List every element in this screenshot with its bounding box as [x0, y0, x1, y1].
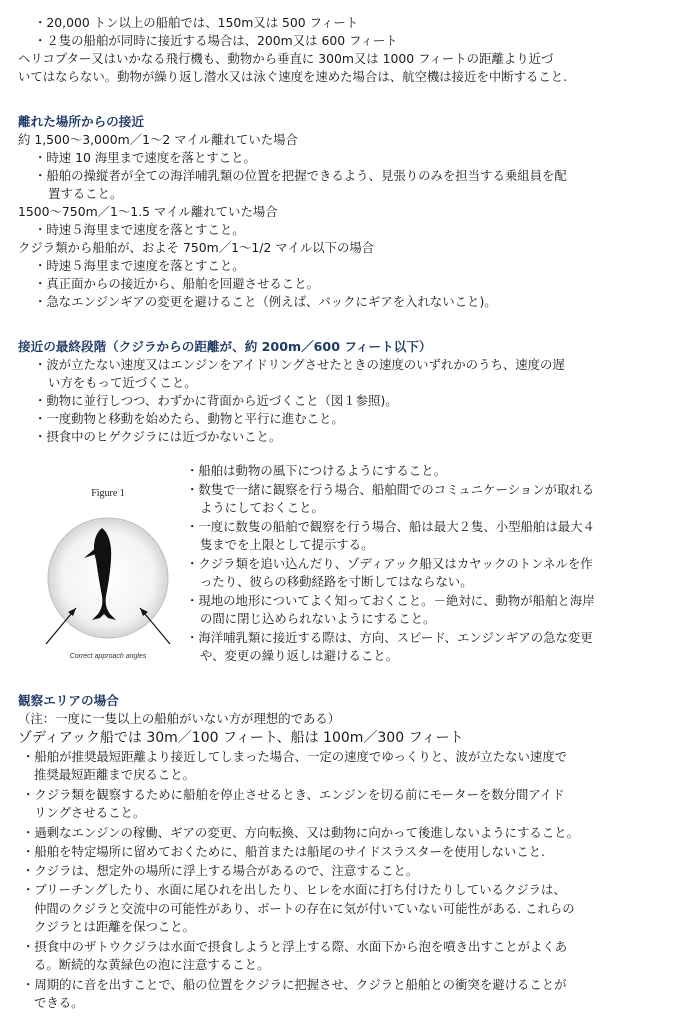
list-item: ・摂食中のザトウクジラは水面で摂食しようと浮上する際、水面下から泡を噴き出すことがよくあ — [22, 939, 568, 954]
list-item: ・急なエンジンギアの変更を避けること（例えば、バックにギアを入れないこと)。 — [34, 294, 497, 309]
section-heading-final-approach: 接近の最終段階（クジラからの距離が、約 200m／600 フィート以下） — [18, 339, 432, 354]
list-item: ・クジラ類を追い込んだり、ゾディアック船又はカヤックのトンネルを作 — [186, 556, 593, 571]
section-heading-far-approach: 離れた場所からの接近 — [18, 114, 144, 129]
list-item-continued: ったり、彼らの移動経路を寸断してはならない。 — [200, 574, 473, 589]
list-item-continued: クジラとは距離を保つこと。 — [34, 919, 196, 934]
list-item-continued: 推奨最短距離まで戻ること。 — [34, 767, 196, 782]
list-item: ・船舶は動物の風下につけるようにすること。 — [186, 463, 446, 478]
list-item: ・船舶の操縦者が全ての海洋哺乳類の位置を把握できるよう、見張りのみを担当する乗組員を配 — [34, 168, 567, 183]
list-item-continued: 隻までを上限として提示する。 — [200, 537, 374, 552]
list-item: ・波が立たない速度又はエンジンをアイドリングさせたときの速度のいずれかのうち、速度の遅 — [34, 357, 565, 372]
section-heading-observation-area: 観察エリアの場合 — [18, 693, 119, 708]
list-item-continued: できる。 — [34, 995, 84, 1010]
helicopter-paragraph-line: いてはならない。動物が繰り返し潜水又は泳ぐ速度を速めた場合は、航空機は接近を中断すること. — [18, 69, 568, 84]
range-label: 1500～750m／1～1.5 マイル離れていた場合 — [18, 204, 278, 219]
figure-caption: Correct approach angles — [69, 653, 147, 660]
list-item: ・現地の地形についてよく知っておくこと。－絶対に、動物が船舶と海岸 — [186, 593, 595, 608]
intro-bullet: ・20,000 トン以上の船舶では、150m又は 500 フィート — [34, 15, 359, 30]
list-item: ・時速 10 海里まで速度を落とすこと。 — [34, 150, 256, 165]
list-item-continued: 仲間のクジラと交流中の可能性があり、ボートの存在に気が付いていない可能性がある. これらの — [34, 901, 575, 916]
list-item: ・一度に数隻の船舶で観察を行う場合、船は最大２隻、小型船舶は最大４ — [186, 519, 595, 534]
list-item-continued: い方をもって近づくこと。 — [48, 375, 197, 390]
list-item: ・クジラ類を観察するために船舶を停止させるとき、エンジンを切る前にモーターを数分間アイド — [22, 787, 565, 802]
list-item: ・ブリーチングしたり、水面に尾ひれを出したり、ヒレを水面に打ち付けたりしているクジラは、 — [22, 882, 566, 897]
intro-bullet: ・２隻の船舶が同時に接近する場合は、200m又は 600 フィート — [34, 33, 398, 48]
distance-rule: ゾディアック船では 30m／100 フィート、船は 100m／300 フィート — [18, 730, 464, 746]
list-item: ・船舶が推奨最短距離より接近してしまった場合、一定の速度でゆっくりと、波が立たない速度で — [22, 749, 568, 764]
list-item-continued: 置すること。 — [48, 186, 123, 201]
list-item-continued: る。断続的な黄緑色の泡に注意すること。 — [34, 957, 270, 972]
list-item: ・過剰なエンジンの稼働、ギアの変更、方向転換、又は動物に向かって後進しないようにすること。 — [22, 825, 579, 840]
list-item: ・数隻で一緒に観察を行う場合、船舶間でのコミュニケーションが取れる — [186, 482, 595, 497]
list-item: ・一度動物と移動を始めたら、動物と平行に進むこと。 — [34, 411, 344, 426]
range-label: 約 1,500～3,000m／1～2 マイル離れていた場合 — [18, 132, 298, 147]
list-item-continued: や、変更の繰り返しは避けること。 — [200, 648, 399, 663]
list-item-continued: リングさせること。 — [34, 805, 146, 820]
list-item: ・海洋哺乳類に接近する際は、方向、スピード、エンジンギアの急な変更 — [186, 630, 593, 645]
section-note: （注：一度に一隻以上の船舶がいない方が理想的である） — [18, 711, 341, 726]
figure-title: Figure 1 — [91, 488, 125, 499]
list-item: ・時速５海里まで速度を落とすこと。 — [34, 258, 245, 273]
figure-1 — [18, 474, 184, 664]
list-item: ・クジラは、想定外の場所に浮上する場合があるので、注意すること。 — [22, 863, 419, 878]
list-item: ・動物に並行しつつ、わずかに背面から近づくこと（図１参照)。 — [34, 393, 398, 408]
list-item: ・真正面からの接近から、船舶を回避させること。 — [34, 276, 319, 291]
list-item: ・船舶を特定場所に留めておくために、船首または船尾のサイドスラスターを使用しないこと. — [22, 844, 545, 859]
list-item: ・摂食中のヒゲクジラには近づかないこと。 — [34, 429, 282, 444]
whale-approach-diagram — [18, 474, 184, 664]
list-item-continued: ようにしておくこと。 — [200, 500, 324, 515]
list-item: ・時速５海里まで速度を落とすこと。 — [34, 222, 245, 237]
range-label: クジラ類から船舶が、およそ 750m／1～1/2 マイル以下の場合 — [18, 240, 375, 255]
list-item-continued: の間に閉じ込められないようにすること。 — [200, 611, 436, 626]
helicopter-paragraph-line: ヘリコプター又はいかなる飛行機も、動物から垂直に 300m又は 1000 フィートの距離より近づ — [18, 51, 554, 66]
list-item: ・周期的に音を出すことで、船の位置をクジラに把握させ、クジラと船舶との衝突を避けることが — [22, 977, 567, 992]
